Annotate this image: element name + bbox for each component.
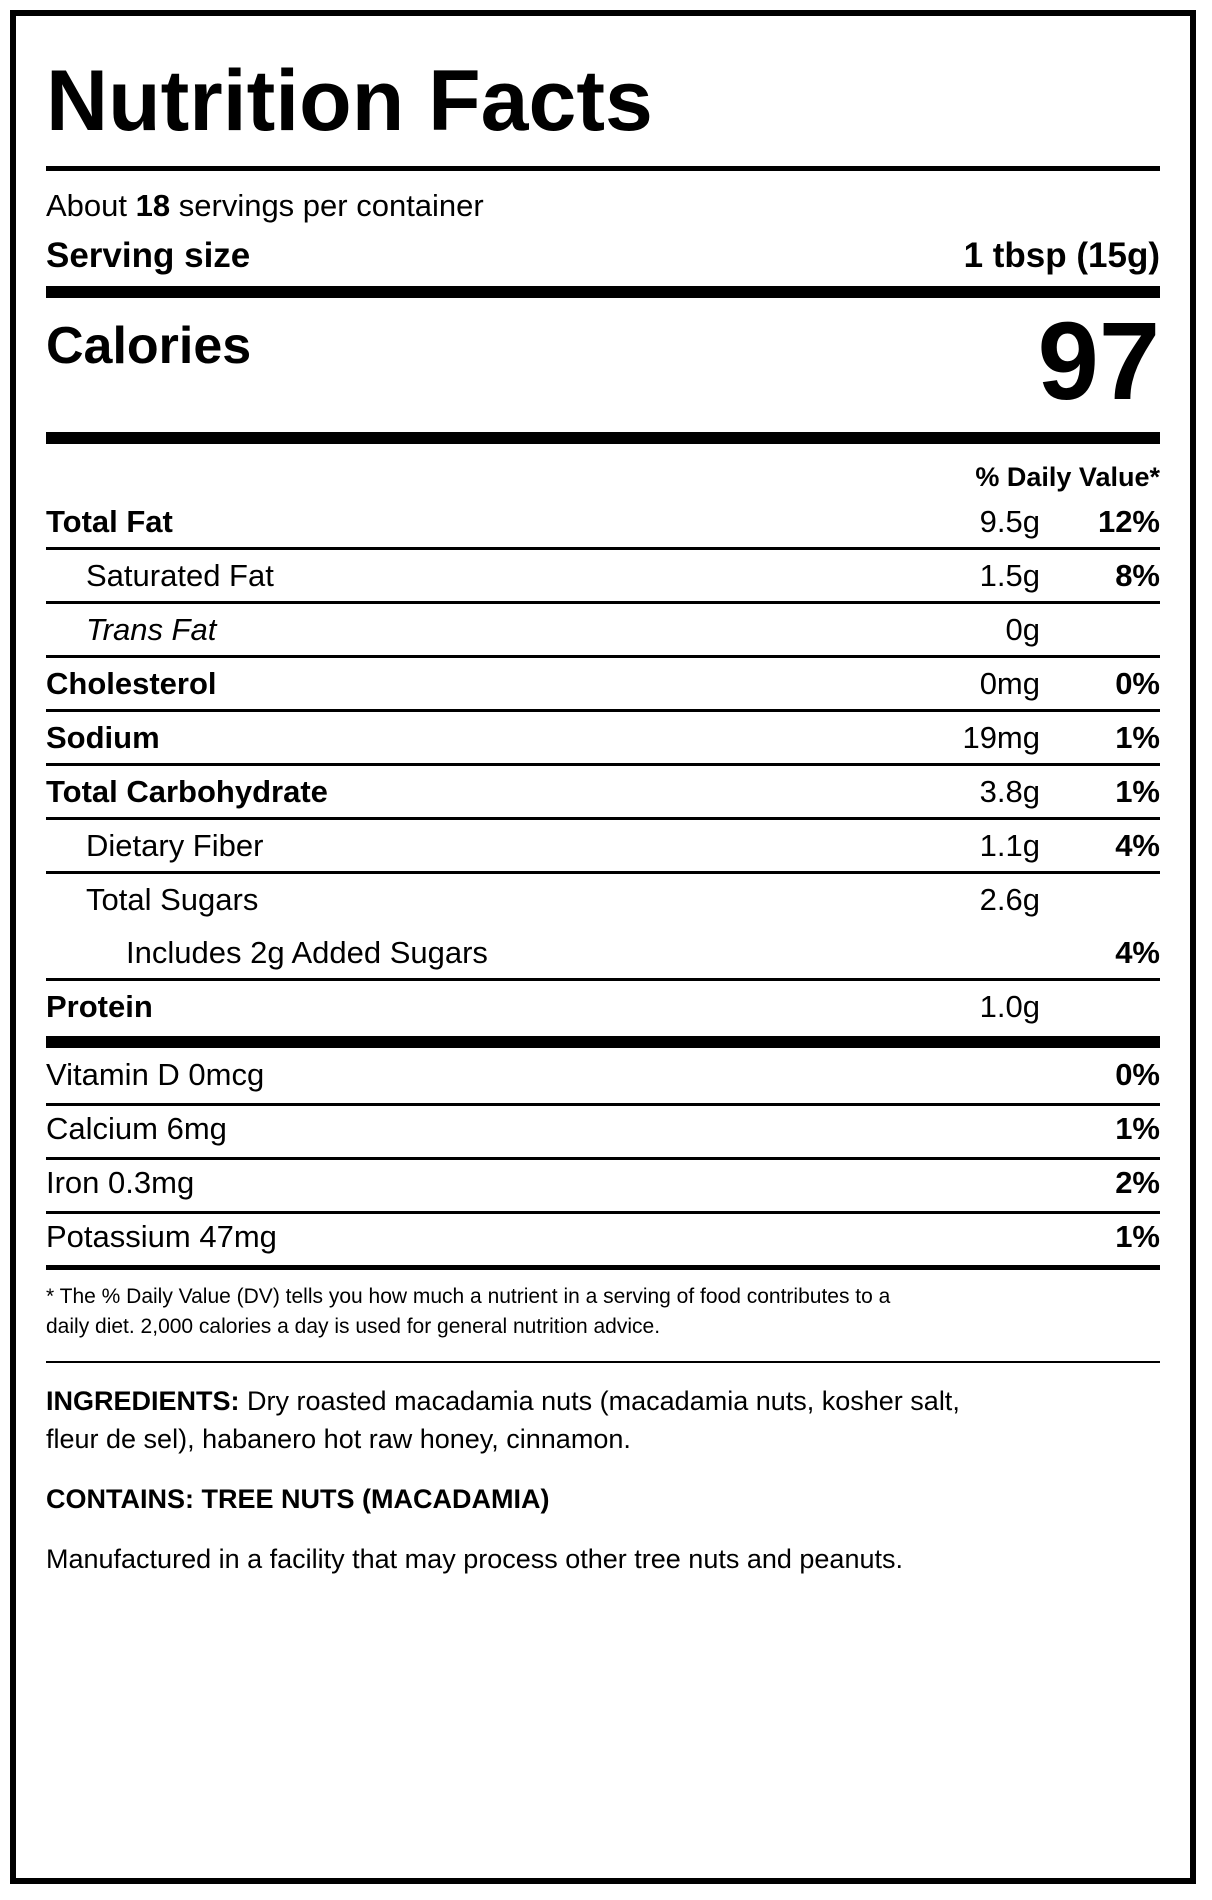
serving-size-label: Serving size <box>46 236 251 275</box>
nutrient-row-total-sugars: Total Sugars 2.6g <box>86 882 1040 917</box>
row-divider <box>46 817 1160 820</box>
title-divider <box>46 166 1160 171</box>
row-divider <box>46 655 1160 658</box>
nutrient-row-saturated-fat: Saturated Fat 1.5g 8% <box>86 558 1160 593</box>
ingredients-statement <box>46 1382 976 1458</box>
row-divider <box>46 763 1160 766</box>
vitamin-row-vitamin-d: Vitamin D 0mcg 0% <box>46 1057 1160 1092</box>
nutrient-row-protein: Protein 1.0g <box>46 989 1040 1024</box>
label-title: Nutrition Facts <box>46 53 653 149</box>
row-divider <box>46 871 1160 874</box>
daily-value-header: % Daily Value* <box>975 462 1160 492</box>
row-divider <box>46 1157 1160 1160</box>
row-divider <box>46 709 1160 712</box>
nutrient-row-total-carbohydrate: Total Carbohydrate 3.8g 1% <box>46 774 1160 809</box>
row-divider <box>46 1103 1160 1106</box>
row-divider <box>46 547 1160 550</box>
calories-value: 97 <box>1037 300 1160 423</box>
nutrition-label <box>10 10 1196 1884</box>
calories-divider <box>46 432 1160 444</box>
calories-label: Calories <box>46 317 252 375</box>
vitamins-divider <box>46 1265 1160 1270</box>
ingredients-text: Dry roasted macadamia nuts (macadamia nuts, kosher salt, fleur de sel), habanero hot raw honey, cinnamon. <box>46 1386 960 1454</box>
nutrient-row-dietary-fiber: Dietary Fiber 1.1g 4% <box>86 828 1160 863</box>
vitamin-row-potassium: Potassium 47mg 1% <box>46 1219 1160 1254</box>
nutrient-row-trans-fat: Trans Fat 0g <box>86 612 1040 647</box>
nutrient-row-added-sugars: Includes 2g Added Sugars 4% <box>126 935 1160 970</box>
nutrient-row-total-fat: Total Fat 9.5g 12% <box>46 504 1160 539</box>
row-divider <box>46 1211 1160 1214</box>
footnote-divider <box>46 1361 1160 1363</box>
serving-size-row <box>46 236 1160 276</box>
ingredients-label: INGREDIENTS: <box>46 1386 240 1416</box>
servings-per-container: About 18 servings per container <box>46 188 484 223</box>
serving-size-value: 1 tbsp (15g) <box>963 236 1160 275</box>
nutrient-row-sodium: Sodium 19mg 1% <box>46 720 1160 755</box>
row-divider <box>46 601 1160 604</box>
protein-divider <box>46 1036 1160 1048</box>
nutrient-row-cholesterol: Cholesterol 0mg 0% <box>46 666 1160 701</box>
vitamin-row-calcium: Calcium 6mg 1% <box>46 1111 1160 1146</box>
serving-divider <box>46 286 1160 298</box>
vitamin-row-iron: Iron 0.3mg 2% <box>46 1165 1160 1200</box>
row-divider <box>46 978 1160 981</box>
facility-statement: Manufactured in a facility that may process other tree nuts and peanuts. <box>46 1544 903 1574</box>
daily-value-footnote: * The % Daily Value (DV) tells you how much a nutrient in a serving of food contributes to a daily diet. 2,000 calories a day is used for general nutrition advice. <box>46 1285 891 1338</box>
allergen-statement: CONTAINS: TREE NUTS (MACADAMIA) <box>46 1484 550 1514</box>
